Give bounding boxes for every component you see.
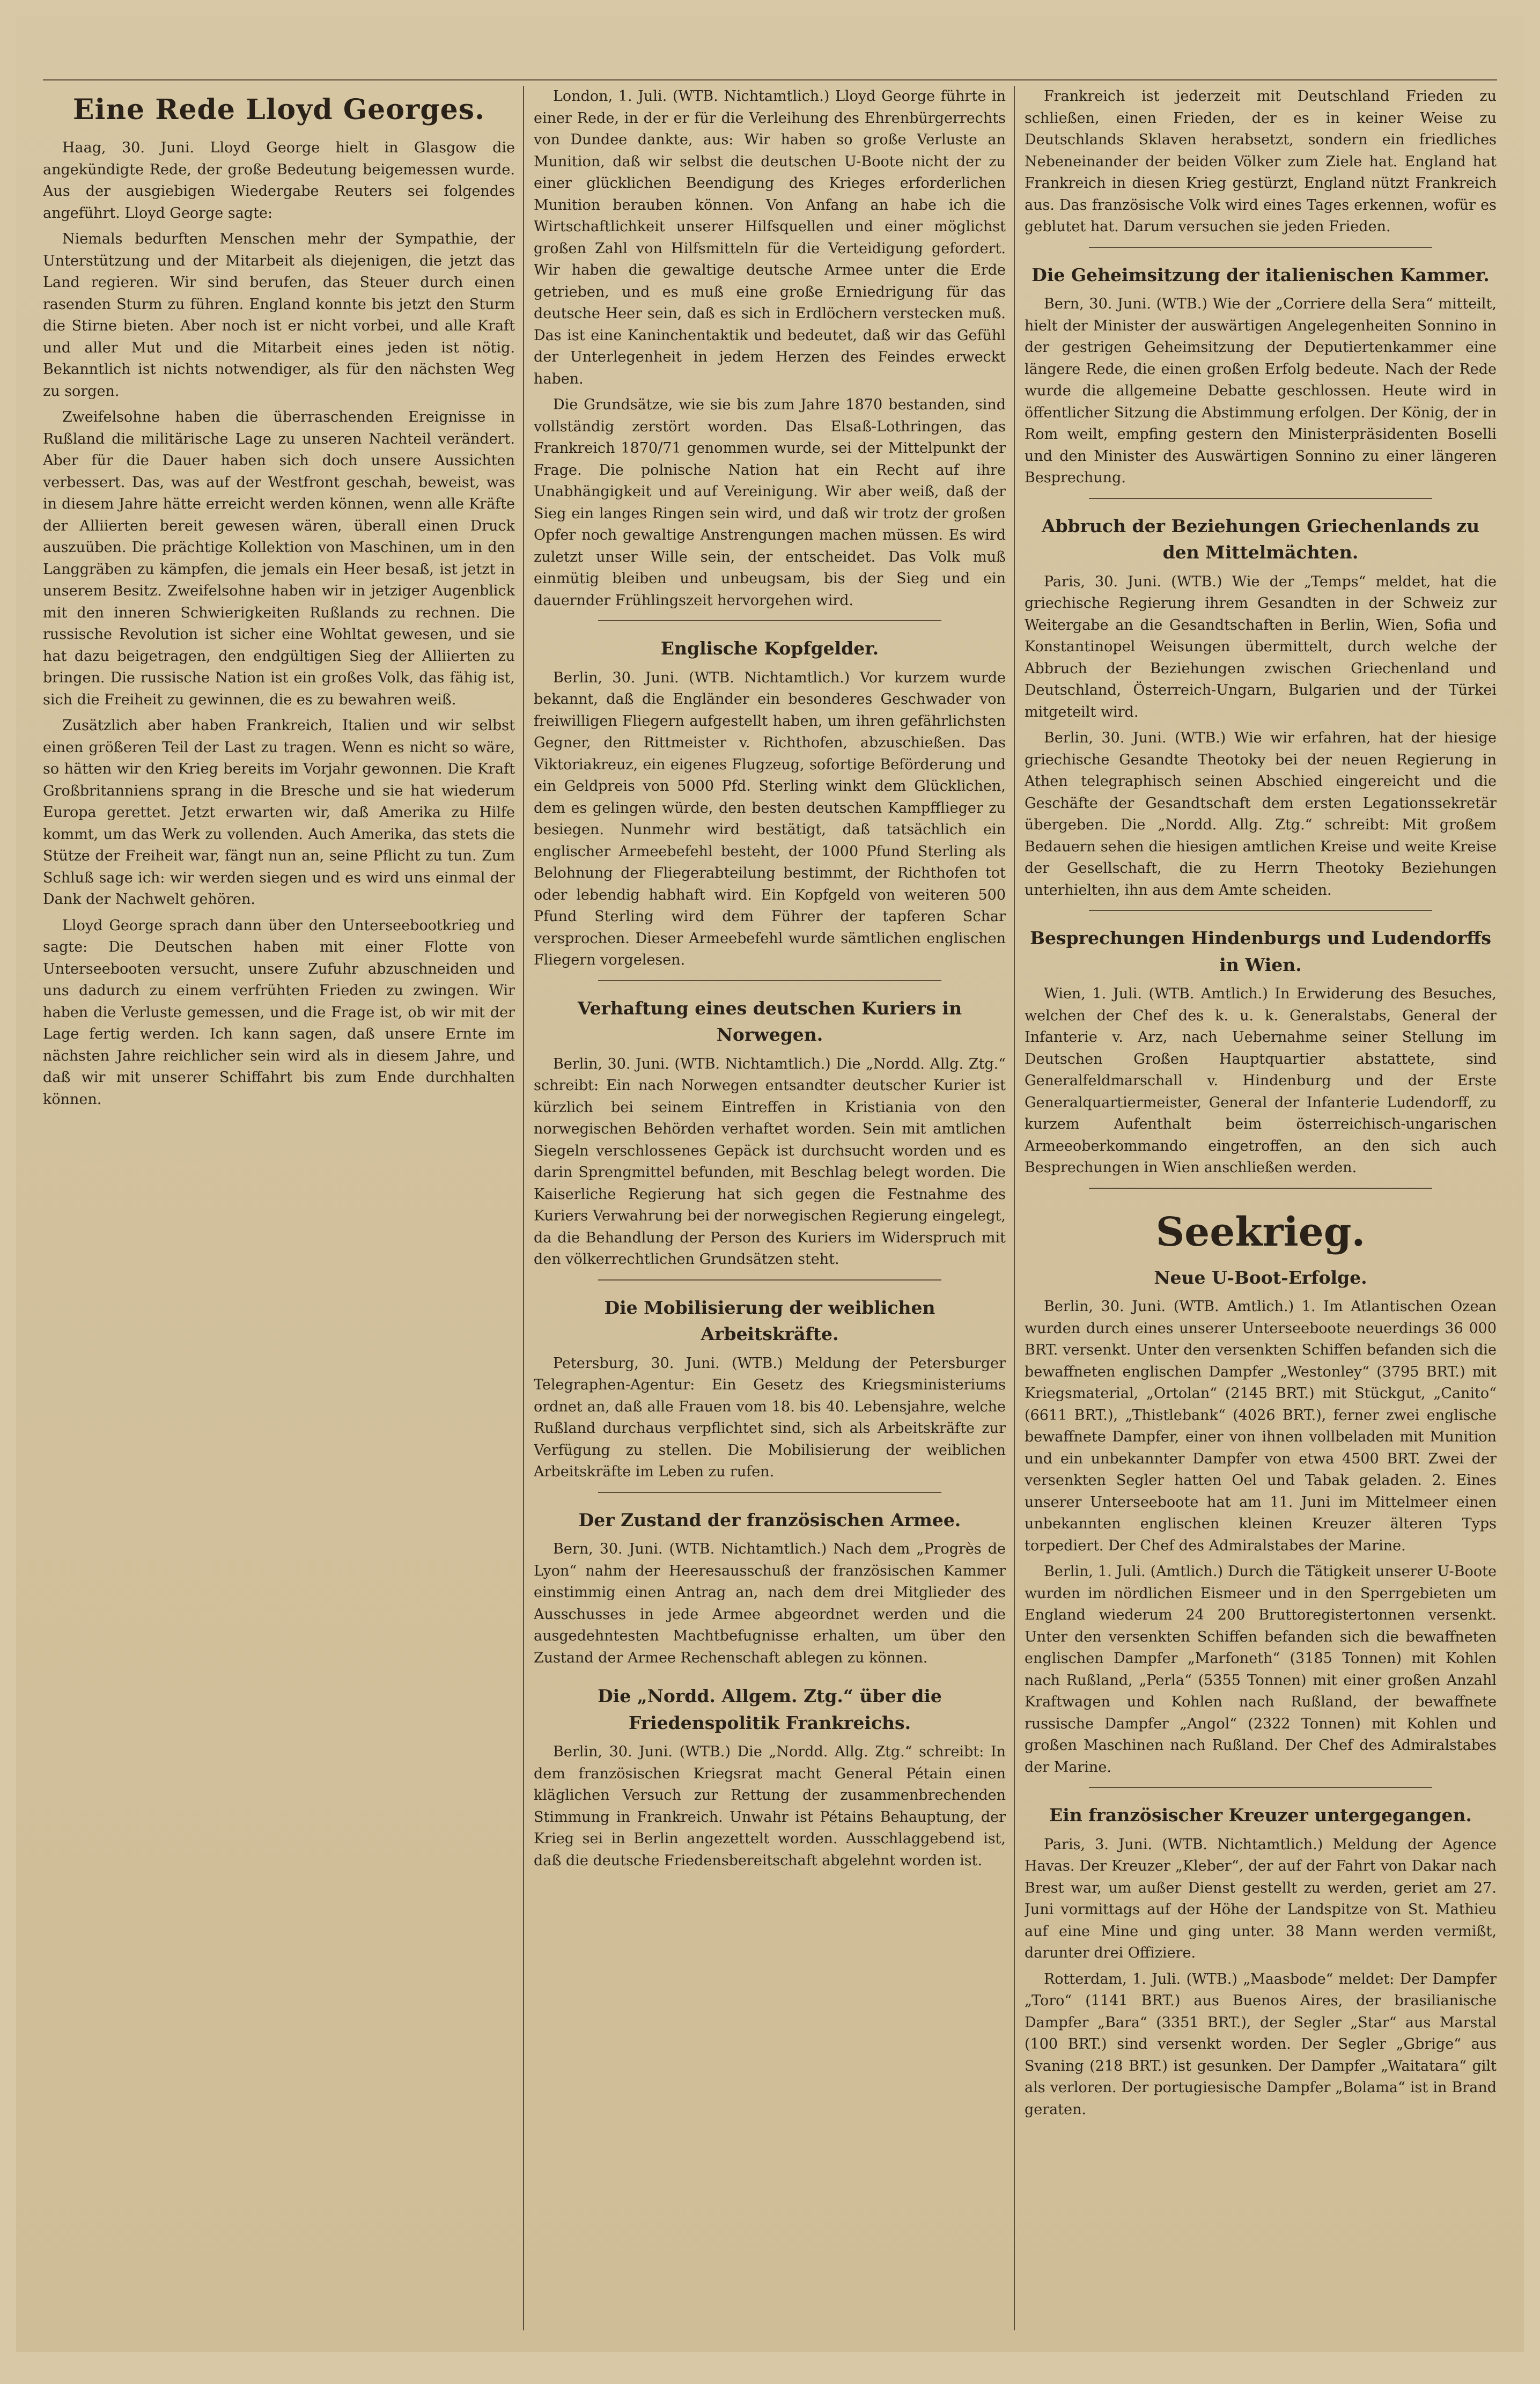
paragraph: Berlin, 30. Juni. (WTB.) Die „Nordd. Allg. Ztg.“ schreibt: In dem französischen Kriegsrat macht General Pétain einen kläglichen Versuch zur Rettung der zusammenbrechenden Stimmung in Frankreich. Unwahr ist Pétains Behauptung, der Krieg sei in Berlin angezettelt worden. Ausschlaggebend ist, daß die deutsche Friedensbereitschaft abgelehnt worden ist. bbox=[534, 1743, 1006, 1869]
column-right bbox=[1025, 86, 1497, 2330]
separator bbox=[598, 980, 941, 981]
top-rule bbox=[43, 79, 1497, 80]
paragraph: Wien, 1. Juli. (WTB. Amtlich.) In Erwiderung des Besuches, welchen der Chef des k. u. k. Generalstabs, General der Infanterie v. Arz, nach Uebernahme seiner Stellung im Deutschen Großen Hauptquartier abstattete, sind Generalfeldmarschall v. Hindenburg und der Erste Generalquartiermeister, General der Infanterie Ludendorff, zu kurzem Aufenthalt beim österreichisch-ungarischen Armeeoberkommando eingetroffen, an den sich auch Besprechungen in Wien anschließen werden. bbox=[1025, 985, 1497, 1176]
column-middle bbox=[534, 86, 1006, 2330]
paragraph: London, 1. Juli. (WTB. Nichtamtlich.) Lloyd George führte in einer Rede, in der er für die Verleihung des Ehrenbürgerrechts von Dundee dankte, aus: Wir haben so große Verluste an Munition, daß wir selbst die deutschen U-Boote nicht der zu einer glücklichen Beendigung des Krieges erforderlichen Munition berauben können. Von Anfang an habe ich die Wirtschaftlichkeit unserer Hilfsquellen und einer möglichst großen Zahl von Hilfsmitteln für die Verteidigung gefordert. Wir haben die gewaltige deutsche Armee unter die Erde getrieben, und es muß eine große Erniedrigung für das deutsche Heer sein, daß es sich in Erdlöchern verstecken muß. Das ist eine Kaninchentaktik und bedeutet, daß wir das Gefühl der Unterlegenheit in jedem Herzen des Feindes erweckt haben. bbox=[534, 88, 1006, 387]
paragraph: Paris, 30. Juni. (WTB.) Wie der „Temps“ meldet, hat die griechische Regierung ihrem Gesandten in der Schweiz zur Weitergabe an die Gesandtschaften in Berlin, Wien, Sofia und Konstantinopel Weisungen übermittelt, durch welche der Abbruch der Beziehungen zwischen Griechenland und Deutschland, Österreich-Ungarn, Bulgarien und der Türkei mitgeteilt wird. bbox=[1025, 573, 1497, 720]
newspaper-page bbox=[16, 16, 1524, 2352]
article-headline: Die „Nordd. Allgem. Ztg.“ über die Friedenspolitik Frankreichs. bbox=[598, 1686, 942, 1733]
section-headline: Seekrieg. bbox=[1155, 1209, 1366, 1255]
paragraph: Frankreich ist jederzeit mit Deutschland Frieden zu schließen, einen Frieden, der es in keiner Weise zu Deutschlands Sklaven herabsetzt, sondern ein friedliches Nebeneinander der beiden Völker zum Ziele hat. England hat Frankreich in diesen Krieg gestürzt, England nützt Frankreich aus. Das französische Volk wird eines Tages erkennen, wofür es geblutet hat. Darum versuchen sie jeden Frieden. bbox=[1025, 88, 1497, 235]
article-headline: Abbruch der Beziehungen Griechenlands zu den Mittelmächten. bbox=[1041, 515, 1480, 563]
paragraph: Lloyd George sprach dann über den Unterseebootkrieg und sagte: Die Deutschen haben mit einer Flotte von Unterseebooten versucht, unsere Zufuhr abzuschneiden und uns dadurch zu einem verfrühten Frieden zu zwingen. Wir haben die Verluste gemessen, und die Frage ist, ob wir mit der Lage fertig werden. Ich kann sagen, daß unsere Ernte im nächsten Jahre reichlicher sein wird als in diesem Jahre, und daß wir mit unserer Schiffahrt bis zum Ende durchhalten können. bbox=[43, 917, 515, 1108]
paragraph: Niemals bedurften Menschen mehr der Sympathie, der Unterstützung und der Mitarbeit als diejenigen, die jetzt das Land regieren. Wir sind berufen, das Steuer durch einen rasenden Sturm zu führen. England konnte bis jetzt den Sturm die Stirne bieten. Aber noch ist er nicht vorbei, und alle Kraft und aller Mut und die Mitarbeit eines jeden ist nötig. Bekanntlich ist nichts notwendiger, als für den nächsten Weg zu sorgen. bbox=[43, 231, 515, 400]
paragraph: Zweifelsohne haben die überraschenden Ereignisse in Rußland die militärische Lage zu unseren Nachteil verändert. Aber für die Dauer haben sich doch unsere Aussichten verbessert. Das, was auf der Westfront geschah, beweist, was in diesem Jahre hätte erreicht werden können, wenn alle Kräfte der Alliierten bereit gewesen wären, überall einen Druck auszuüben. Die prächtige Kollektion von Maschinen, um in den Langgräben zu kämpfen, die jemals ein Heer besaß, ist jetzt in unserem Besitz. Zweifelsohne haben wir in jetziger Augenblick mit den inneren Schwierigkeiten Rußlands zu rechnen. Die russische Revolution ist sicher eine Wohltat gewesen, und sie hat dazu beigetragen, den endgültigen Sieg der Alliierten zu bringen. Die russische Nation ist ein großes Volk, das fähig ist, sich die Freiheit zu gewinnen, die es zu bewahren weiß. bbox=[43, 409, 515, 708]
paragraph: Paris, 3. Juni. (WTB. Nichtamtlich.) Meldung der Agence Havas. Der Kreuzer „Kleber“, der auf der Fahrt von Dakar nach Brest war, um außer Dienst gestellt zu werden, geriet am 27. Juni vormittags auf der Höhe der Landspitze von St. Mathieu auf eine Mine und ging unter. 38 Mann werden vermißt, darunter drei Offiziere. bbox=[1025, 1836, 1497, 1961]
separator bbox=[1089, 910, 1432, 911]
paragraph: Berlin, 30. Juni. (WTB.) Wie wir erfahren, hat der hiesige griechische Gesandte Theotoky bei der neuen Regierung in Athen telegraphisch seinen Abschied eingereicht und die Geschäfte der Gesandtschaft dem ersten Legationssekretär übergeben. Die „Nordd. Allg. Ztg.“ schreibt: Mit großem Bedauern sehen die hiesigen amtlichen Kreise und weite Kreise der Gesellschaft, die zu Herrn Theotoky Beziehungen unterhielten, ihn aus dem Amte scheiden. bbox=[1025, 730, 1497, 899]
paragraph: Die Grundsätze, wie sie bis zum Jahre 1870 bestanden, sind vollständig zerstört worden. Das Elsaß-Lothringen, das Frankreich 1870/71 genommen wurde, sei der Mittelpunkt der Frage. Die polnische Nation hat ein Recht auf ihre Unabhängigkeit und auf Vereinigung. Wir aber weiß, daß der Sieg ein langes Ringen sein wird, und daß wir trotz der großen Opfer noch gewaltige Anstrengungen machen müssen. Es wird zuletzt unser Wille sein, der entscheidet. Das Volk muß einmütig bleiben und unbeugsam, bis der Sieg und ein dauernder Frühlingszeit hervorgehen wird. bbox=[534, 396, 1006, 609]
paragraph: Berlin, 1. Juli. (Amtlich.) Durch die Tätigkeit unserer U-Boote wurden im nördlichen Eismeer und in den Sperrgebieten um England wiederum 24 200 Bruttoregistertonnen versenkt. Unter den versenkten Schiffen befanden sich die bewaffneten englischen Dampfer „Marfoneth“ (3185 Tonnen) mit Kohlen nach Rußland, „Perla“ (5355 Tonnen) mit einer großen Anzahl Kraftwagen und Kohlen nach Rußland, der bewaffnete russische Dampfer „Angol“ (2322 Tonnen) mit Kohlen und großen Maschinen nach Rußland. Der Chef des Admiralstabes der Marine. bbox=[1025, 1563, 1497, 1776]
separator bbox=[598, 620, 941, 621]
article-headline: Eine Rede Lloyd Georges. bbox=[72, 93, 485, 126]
paragraph: Bern, 30. Juni. (WTB. Nichtamtlich.) Nach dem „Progrès de Lyon“ nahm der Heeresausschuß der französischen Kammer einstimmig einen Antrag an, nach dem drei Mitglieder des Ausschusses in jede Armee abgeordnet werden und die ausgedehntesten Machtbefugnisse erhalten, um über den Zustand der Armee Rechenschaft ablegen zu können. bbox=[534, 1541, 1006, 1666]
article-headline: Ein französischer Kreuzer untergegangen. bbox=[1049, 1805, 1472, 1826]
paragraph: Berlin, 30. Juni. (WTB. Nichtamtlich.) Vor kurzem wurde bekannt, daß die Engländer ein besonderes Geschwader von freiwilligen Fliegern aufgestellt haben, um ihren gefährlichsten Gegner, den Rittmeister v. Richthofen, abzuschießen. Das Viktoriakreuz, ein eigenes Flugzeug, sofortige Beförderung und ein Geldpreis von 5000 Pfd. Sterling winkt dem Glücklichen, dem es gelingen würde, den besten deutschen Kampfflieger zu besiegen. Nunmehr wird bestätigt, daß tatsächlich ein englischer Armeebefehl besteht, der 1000 Pfund Sterling als Belohnung der Fliegerabteilung bestimmt, der Richthofen tot oder lebendig habhaft wird. Ein Kopfgeld von weiteren 500 Pfund Sterling wird dem Führer der tapferen Schar versprochen. Dieser Armeebefehl wurde sämtlichen englischen Fliegern vorgelesen. bbox=[534, 669, 1006, 968]
separator bbox=[598, 1492, 941, 1493]
column-divider bbox=[1014, 86, 1015, 2330]
separator bbox=[1089, 247, 1432, 248]
paragraph: Berlin, 30. Juni. (WTB. Amtlich.) 1. Im Atlantischen Ozean wurden durch eines unserer Unterseeboote neuerdings 36 000 BRT. versenkt. Unter den versenkten Schiffen befanden sich die bewaffneten englischen Dampfer „Westonley“ (3795 BRT.) mit Kriegsmaterial, „Ortolan“ (2145 BRT.) mit Stückgut, „Canito“ (6611 BRT.), „Thistlebank“ (4026 BRT.), ferner zwei englische bewaffnete Dampfer, einer von ihnen vollbeladen mit Munition und ein unbekannter Dampfer von etwa 4500 BRT. Zwei der versenkten Segler hatten Oel und Tabak geladen. 2. Eines unserer Unterseeboote hat am 11. Juni im Mittelmeer einen unbekannten englischen kleinen Kreuzer älteren Typs torpediert. Der Chef des Admiralstabes der Marine. bbox=[1025, 1298, 1497, 1554]
paragraph: Berlin, 30. Juni. (WTB. Nichtamtlich.) Die „Nordd. Allg. Ztg.“ schreibt: Ein nach Norwegen entsandter deutscher Kurier ist kürzlich bei seinem Eintreffen in Kristiania von den norwegischen Behörden verhaftet worden. Sein mit amtlichen Siegeln verschlossenes Gepäck ist durchsucht worden und es darin Sprengmittel befunden, mit Beschlag belegt worden. Die Kaiserliche Regierung hat sich gegen die Festnahme des Kuriers Verwahrung bei der norwegischen Regierung eingelegt, da die Behandlung der Person des Kuriers im Widerspruch mit den völkerrechtlichen Grundsätzen steht. bbox=[534, 1055, 1006, 1268]
paragraph: Haag, 30. Juni. Lloyd George hielt in Glasgow die angekündigte Rede, der große Bedeutung beigemessen wurde. Aus der ausgiebigen Wiedergabe Reuters sei folgendes angeführt. Lloyd George sagte: bbox=[43, 139, 515, 222]
article-headline: Die Mobilisierung der weiblichen Arbeitskräfte. bbox=[604, 1297, 935, 1344]
paragraph: Zusätzlich aber haben Frankreich, Italien und wir selbst einen größeren Teil der Last zu tragen. Wenn es nicht so wäre, so hätten wir den Krieg bereits im Vorjahr gewonnen. Die Kraft Großbritanniens sprang in die Bresche und sie hat wiederum Europa gerettet. Jetzt erwarten wir, daß Amerika zu Hilfe kommt, um das Werk zu vollenden. Auch Amerika, das stets die Stütze der Freiheit war, fängt nun an, seine Pflicht zu tun. Zum Schluß sage ich: wir werden siegen und es wird uns einmal der Dank der Nachwelt gehören. bbox=[43, 717, 515, 908]
column-left bbox=[43, 86, 515, 2330]
article-headline: Der Zustand der französischen Armee. bbox=[578, 1509, 961, 1531]
separator bbox=[1089, 498, 1432, 499]
column-divider bbox=[523, 86, 524, 2330]
paragraph: Petersburg, 30. Juni. (WTB.) Meldung der Petersburger Telegraphen-Agentur: Ein Gesetz des Kriegsministeriums ordnet an, daß alle Frauen vom 18. bis 40. Lebensjahre, welche Rußland durchaus verpflichtet sind, sich als Arbeitskräfte zur Verfügung zu stellen. Die Mobilisierung der weiblichen Arbeitskräfte im Leben zu rufen. bbox=[534, 1355, 1006, 1480]
separator bbox=[1089, 1188, 1432, 1189]
article-headline: Englische Kopfgelder. bbox=[660, 638, 879, 659]
separator bbox=[1089, 1787, 1432, 1788]
article-headline: Verhaftung eines deutschen Kuriers in Norwegen. bbox=[577, 997, 962, 1045]
article-headline: Besprechungen Hindenburgs und Ludendorffs in Wien. bbox=[1030, 928, 1491, 975]
article-headline: Die Geheimsitzung der italienischen Kammer. bbox=[1031, 264, 1490, 285]
paragraph: Rotterdam, 1. Juli. (WTB.) „Maasbode“ meldet: Der Dampfer „Toro“ (1141 BRT.) aus Buenos Aires, der brasilianische Dampfer „Bara“ (3351 BRT.), der Segler „Star“ aus Marstal (100 BRT.) sind versenkt worden. Der Segler „Gbrige“ aus Svaning (218 BRT.) ist gesunken. Der Dampfer „Waitatara“ gilt als verloren. Der portugiesische Dampfer „Bolama“ ist in Brand geraten. bbox=[1025, 1970, 1497, 2118]
paragraph: Bern, 30. Juni. (WTB.) Wie der „Corriere della Sera“ mitteilt, hielt der Minister der auswärtigen Angelegenheiten Sonnino in der gestrigen Geheimsitzung der Deputiertenkammer eine längere Rede, die einen großen Erfolg bedeute. Nach der Rede wurde die allgemeine Debatte geschlossen. Heute wird in öffentlicher Sitzung die Abstimmung erfolgen. Der König, der in Rom weilt, empfing gestern den Ministerpräsidenten Boselli und den Minister des Auswärtigen Sonnino zu einer längeren Besprechung. bbox=[1025, 296, 1497, 486]
separator bbox=[598, 1279, 941, 1281]
article-headline: Neue U-Boot-Erfolge. bbox=[1154, 1267, 1367, 1288]
